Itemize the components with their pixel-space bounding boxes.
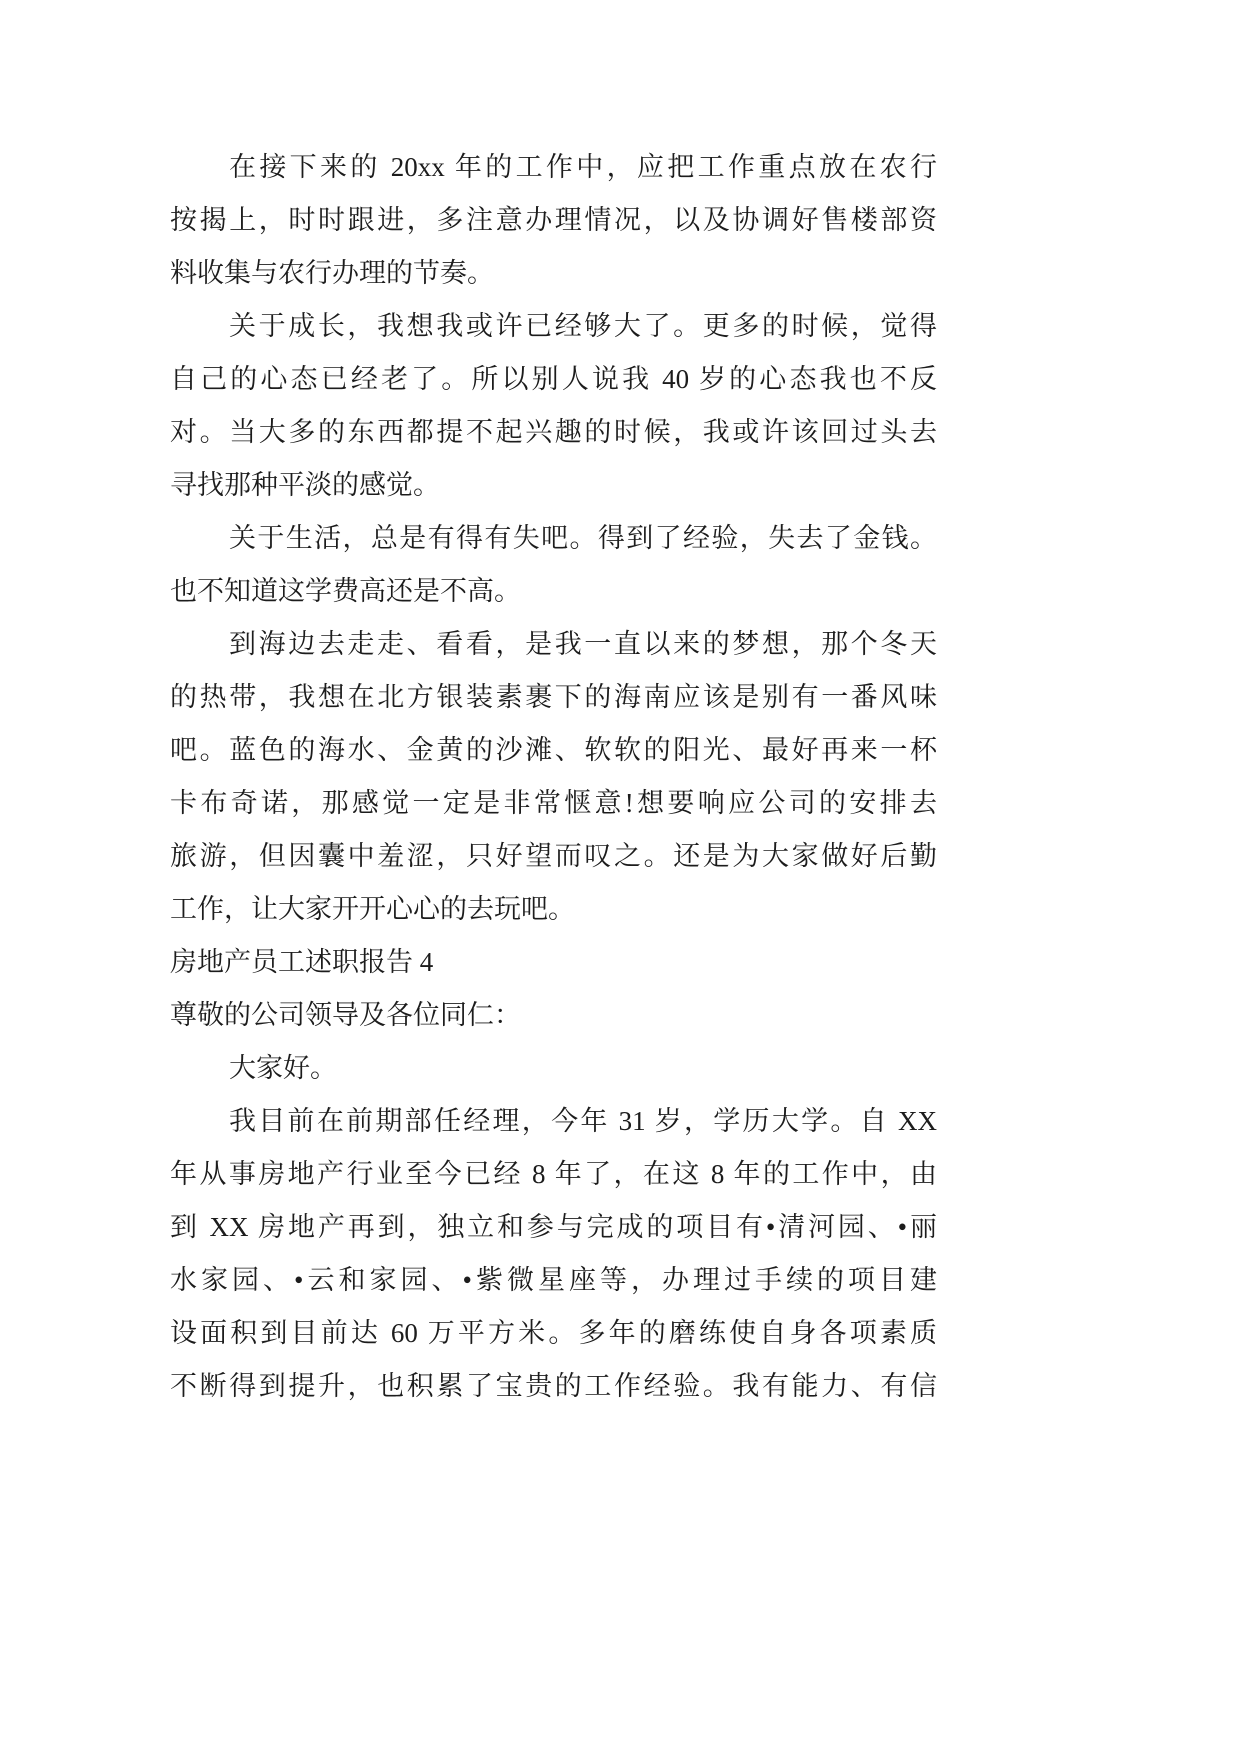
- text-line: 寻找那种平淡的感觉。: [170, 470, 440, 500]
- text-line: 的热带，我想在北方银装素裹下的海南应该是别有一番风味: [170, 682, 937, 712]
- text-line: 到海边去走走、看看，是我一直以来的梦想，那个冬天: [229, 629, 937, 659]
- document-body: [170, 141, 937, 1413]
- text-line: 不断得到提升，也积累了宝贵的工作经验。我有能力、有信: [170, 1371, 937, 1401]
- text-line: 对。当大多的东西都提不起兴趣的时候，我或许该回过头去: [170, 417, 937, 447]
- text-line: 自己的心态已经老了。所以别人说我 40 岁的心态我也不反: [170, 364, 937, 394]
- greeting: 大家好。: [229, 1053, 337, 1083]
- text-line: 吧。蓝色的海水、金黄的沙滩、软软的阳光、最好再来一杯: [170, 735, 937, 765]
- text-line: 工作，让大家开开心心的去玩吧。: [170, 894, 575, 924]
- text-line: 按揭上，时时跟进，多注意办理情况，以及协调好售楼部资: [170, 205, 937, 235]
- text-line: 我目前在前期部任经理，今年 31 岁，学历大学。自 XX: [229, 1106, 937, 1136]
- text-line: 旅游，但因囊中羞涩，只好望而叹之。还是为大家做好后勤: [170, 841, 937, 871]
- text-line: 料收集与农行办理的节奏。: [170, 258, 494, 288]
- text-line: 卡布奇诺，那感觉一定是非常惬意!想要响应公司的安排去: [170, 788, 937, 818]
- text-line: 水家园、•云和家园、•紫微星座等，办理过手续的项目建: [170, 1265, 937, 1295]
- salutation: 尊敬的公司领导及各位同仁：: [170, 1000, 521, 1030]
- text-line: 年从事房地产行业至今已经 8 年了，在这 8 年的工作中，由: [170, 1159, 937, 1189]
- text-line: 关于生活，总是有得有失吧。得到了经验，失去了金钱。: [229, 523, 937, 553]
- section-heading: 房地产员工述职报告 4: [170, 947, 434, 977]
- text-line: 关于成长，我想我或许已经够大了。更多的时候，觉得: [229, 311, 937, 341]
- text-line: 到 XX 房地产再到，独立和参与完成的项目有•清河园、•丽: [170, 1212, 937, 1242]
- text-line: 也不知道这学费高还是不高。: [170, 576, 521, 606]
- text-line: 在接下来的 20xx 年的工作中，应把工作重点放在农行: [229, 152, 937, 182]
- text-line: 设面积到目前达 60 万平方米。多年的磨练使自身各项素质: [170, 1318, 937, 1348]
